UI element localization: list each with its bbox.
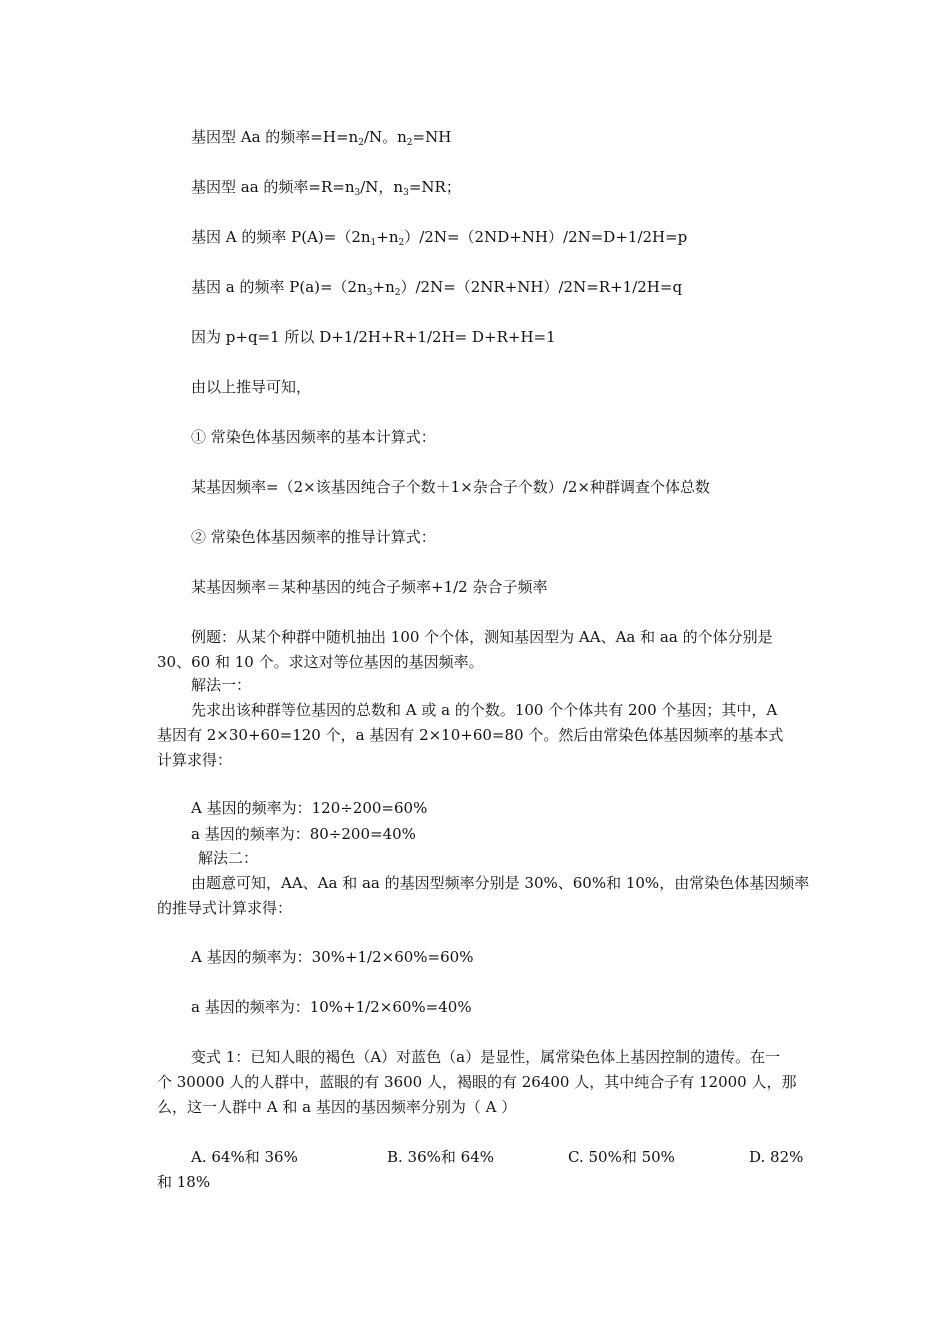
text: +n [372,278,395,296]
subscript: 3 [354,188,361,198]
text-line: 由题意可知，AA、Aa 和 aa 的基因型频率分别是 30%、60%和 10%，由常染色体基因频率 [191,874,810,892]
text-line: 某基因频率＝某种基因的纯合子频率+1/2 杂合子频率 [191,578,548,596]
text: /N。n [363,128,407,146]
text: 基因 A 的频率 P(A)=（2n [191,228,371,246]
option-d: D. 82% [749,1148,804,1166]
formula-gene-A-freq [191,227,687,247]
text-line: 由以上推导可知， [191,378,312,396]
text-line: 因为 p+q=1 所以 D+1/2H+R+1/2H= D+R+H=1 [191,328,556,346]
formula-aa-genotype-freq [191,127,451,147]
heading-derived-formula: ② 常染色体基因频率的推导计算式： [191,528,436,546]
variant-question-cont: 么，这一人群中 A 和 a 基因的基因频率分别为（ A ） [157,1098,517,1116]
result-line: A 基因的频率为：120÷200=60% [191,799,428,817]
subscript: 3 [403,188,409,198]
option-c: C. 50%和 50% [568,1148,675,1166]
subscript: 3 [366,288,373,298]
text: 基因 a 的频率 P(a)=（2n [191,278,367,296]
option-d-cont: 和 18% [157,1173,211,1191]
subscript: 2 [394,288,401,298]
text-line: 先求出该种群等位基因的总数和 A 或 a 的个数。100 个个体共有 200 个基因；其中，A [191,701,778,719]
text: /N，n [360,178,404,196]
formula-aa-recessive-freq [191,177,461,197]
result-line: A 基因的频率为：30%+1/2×60%=60% [191,948,474,966]
solution-two-heading: 解法二： [198,849,259,867]
example-question: 例题：从某个种群中随机抽出 100 个个体，测知基因型为 AA、Aa 和 aa 的个体分别是 [191,628,773,646]
subscript: 2 [406,138,413,148]
option-a: A. 64%和 36% [191,1148,298,1166]
text: +n [376,228,399,246]
heading-basic-formula: ① 常染色体基因频率的基本计算式： [191,428,436,446]
text-line: 的推导式计算求得： [157,899,293,917]
subscript: 1 [370,238,377,248]
text: 基因型 Aa 的频率=H=n [191,128,359,146]
formula-gene-a-freq [191,277,682,297]
option-b: B. 36%和 64% [387,1148,495,1166]
text-line: 基因有 2×30+60=120 个，a 基因有 2×10+60=80 个。然后由常染色体基因频率的基本式 [157,726,784,744]
text: =NR； [408,178,461,196]
text-line: 某基因频率=（2×该基因纯合子个数＋1×杂合子个数）/2×种群调查个体总数 [191,478,710,496]
subscript: 2 [398,238,405,248]
subscript: 2 [358,138,364,148]
example-question-cont: 30、60 和 10 个。求这对等位基因的基因频率。 [157,653,484,671]
variant-question: 变式 1：已知人眼的褐色（A）对蓝色（a）是显性，属常染色体上基因控制的遗传。在一 [191,1048,781,1066]
text: ）/2N=（2NR+NH）/2N=R+1/2H=q [400,278,683,296]
result-line: a 基因的频率为：10%+1/2×60%=40% [191,998,472,1016]
text-line: 计算求得： [157,751,233,769]
text: ）/2N=（2ND+NH）/2N=D+1/2H=p [404,228,688,246]
text: =NH [412,128,452,146]
variant-question-cont: 个 30000 人的人群中，蓝眼的有 3600 人，褐眼的有 26400 人，其中纯合子有 12000 人，那 [157,1073,797,1091]
solution-one-heading: 解法一： [191,676,252,694]
result-line: a 基因的频率为：80÷200=40% [191,825,416,843]
text: 基因型 aa 的频率=R=n [191,178,355,196]
